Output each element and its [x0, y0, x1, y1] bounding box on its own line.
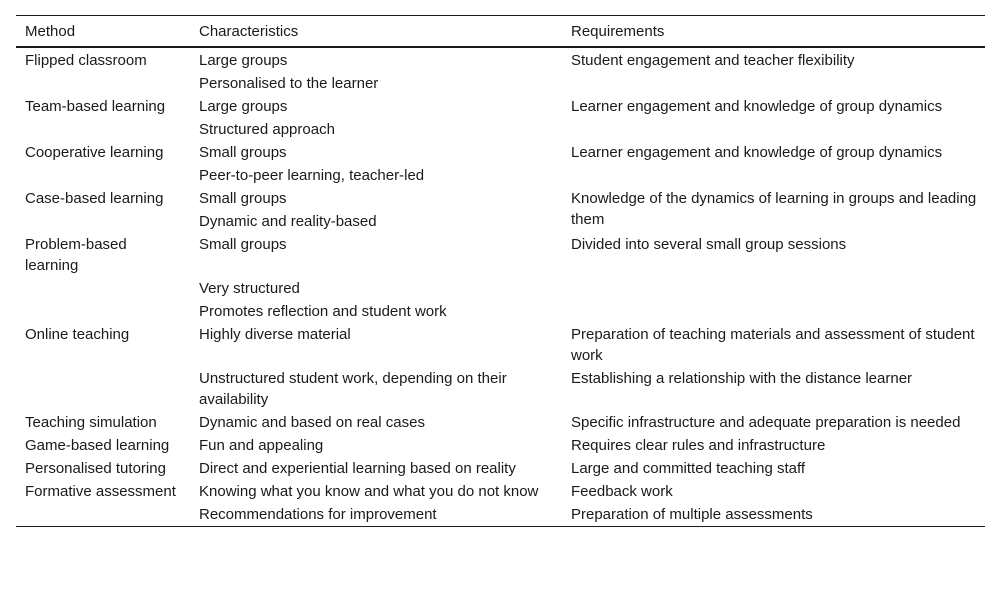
method-cell [16, 72, 190, 95]
requirements-cell: Knowledge of the dynamics of learning in groups and leading them [571, 190, 977, 228]
requirements-cell: Preparation of teaching materials and assessment of student work [571, 326, 975, 364]
requirements-cell: Establishing a relationship with the distance learner [571, 370, 913, 387]
requirements-cell [562, 277, 985, 300]
method-cell: Case-based learning [25, 190, 164, 207]
method-cell [16, 367, 190, 411]
characteristics-cell: Direct and experiential learning based on reality [199, 460, 516, 477]
characteristics-cell [190, 95, 562, 141]
characteristic-line: Dynamic and reality-based [199, 213, 377, 230]
teaching-methods-table [16, 15, 985, 527]
table-row [16, 277, 985, 300]
requirements-cell [562, 72, 985, 95]
characteristics-cell: Large groups [199, 52, 288, 69]
table-row [16, 187, 985, 233]
table-header-row [16, 16, 985, 48]
table-row [16, 323, 985, 367]
characteristics-cell: Small groups [199, 236, 287, 253]
method-cell: Formative assessment [25, 483, 176, 500]
characteristics-cell: Fun and appealing [199, 437, 324, 454]
characteristic-line: Peer-to-peer learning, teacher-led [199, 167, 425, 184]
characteristic-line: Structured approach [199, 121, 335, 138]
method-cell: Online teaching [25, 326, 130, 343]
requirements-cell: Feedback work [571, 483, 673, 500]
method-cell [16, 503, 190, 527]
characteristics-cell: Promotes reflection and student work [199, 303, 447, 320]
header-requirements: Requirements [571, 22, 665, 40]
method-cell: Problem-based learning [25, 236, 127, 274]
requirements-cell: Learner engagement and knowledge of group dynamics [571, 144, 943, 161]
header-method: Method [25, 22, 76, 40]
characteristics-cell: Unstructured student work, depending on their availability [199, 370, 507, 408]
method-cell: Team-based learning [25, 98, 166, 115]
table-row [16, 367, 985, 411]
characteristic-line: Small groups [199, 190, 287, 207]
requirements-cell: Large and committed teaching staff [571, 460, 806, 477]
requirements-cell: Divided into several small group sessions [571, 236, 847, 253]
method-cell: Flipped classroom [25, 52, 147, 69]
characteristics-cell: Recommendations for improvement [190, 503, 562, 527]
requirements-cell: Learner engagement and knowledge of group dynamics [571, 98, 943, 115]
table-row [16, 411, 985, 434]
table-body [16, 47, 985, 527]
method-cell [16, 277, 190, 300]
method-cell [16, 300, 190, 323]
requirements-cell [562, 300, 985, 323]
characteristics-cell: Dynamic and based on real cases [199, 414, 425, 431]
characteristic-line: Large groups [199, 98, 288, 115]
method-cell: Game-based learning [25, 437, 170, 454]
requirements-cell: Student engagement and teacher flexibility [571, 52, 855, 69]
method-cell: Personalised tutoring [25, 460, 166, 477]
table-row [16, 434, 985, 457]
table-row [16, 503, 985, 527]
table-row [16, 72, 985, 95]
table-row [16, 95, 985, 141]
method-cell: Teaching simulation [25, 414, 157, 431]
characteristics-cell [190, 141, 562, 187]
requirements-cell: Requires clear rules and infrastructure [571, 437, 826, 454]
characteristics-cell: Very structured [199, 280, 300, 297]
characteristic-line: Small groups [199, 144, 287, 161]
requirements-cell: Preparation of multiple assessments [562, 503, 985, 527]
characteristics-cell: Highly diverse material [199, 326, 351, 343]
table-row [16, 233, 985, 277]
method-cell: Cooperative learning [25, 144, 164, 161]
requirements-cell: Specific infrastructure and adequate preparation is needed [571, 414, 961, 431]
characteristics-cell: Personalised to the learner [199, 75, 379, 92]
table-row [16, 300, 985, 323]
header-characteristics: Characteristics [199, 22, 299, 40]
table-row [16, 457, 985, 480]
table-row [16, 141, 985, 187]
table-row [16, 480, 985, 503]
table-row [16, 47, 985, 72]
characteristics-cell [190, 187, 562, 233]
characteristics-cell: Knowing what you know and what you do not know [199, 483, 539, 500]
methods-table-container [16, 15, 985, 527]
